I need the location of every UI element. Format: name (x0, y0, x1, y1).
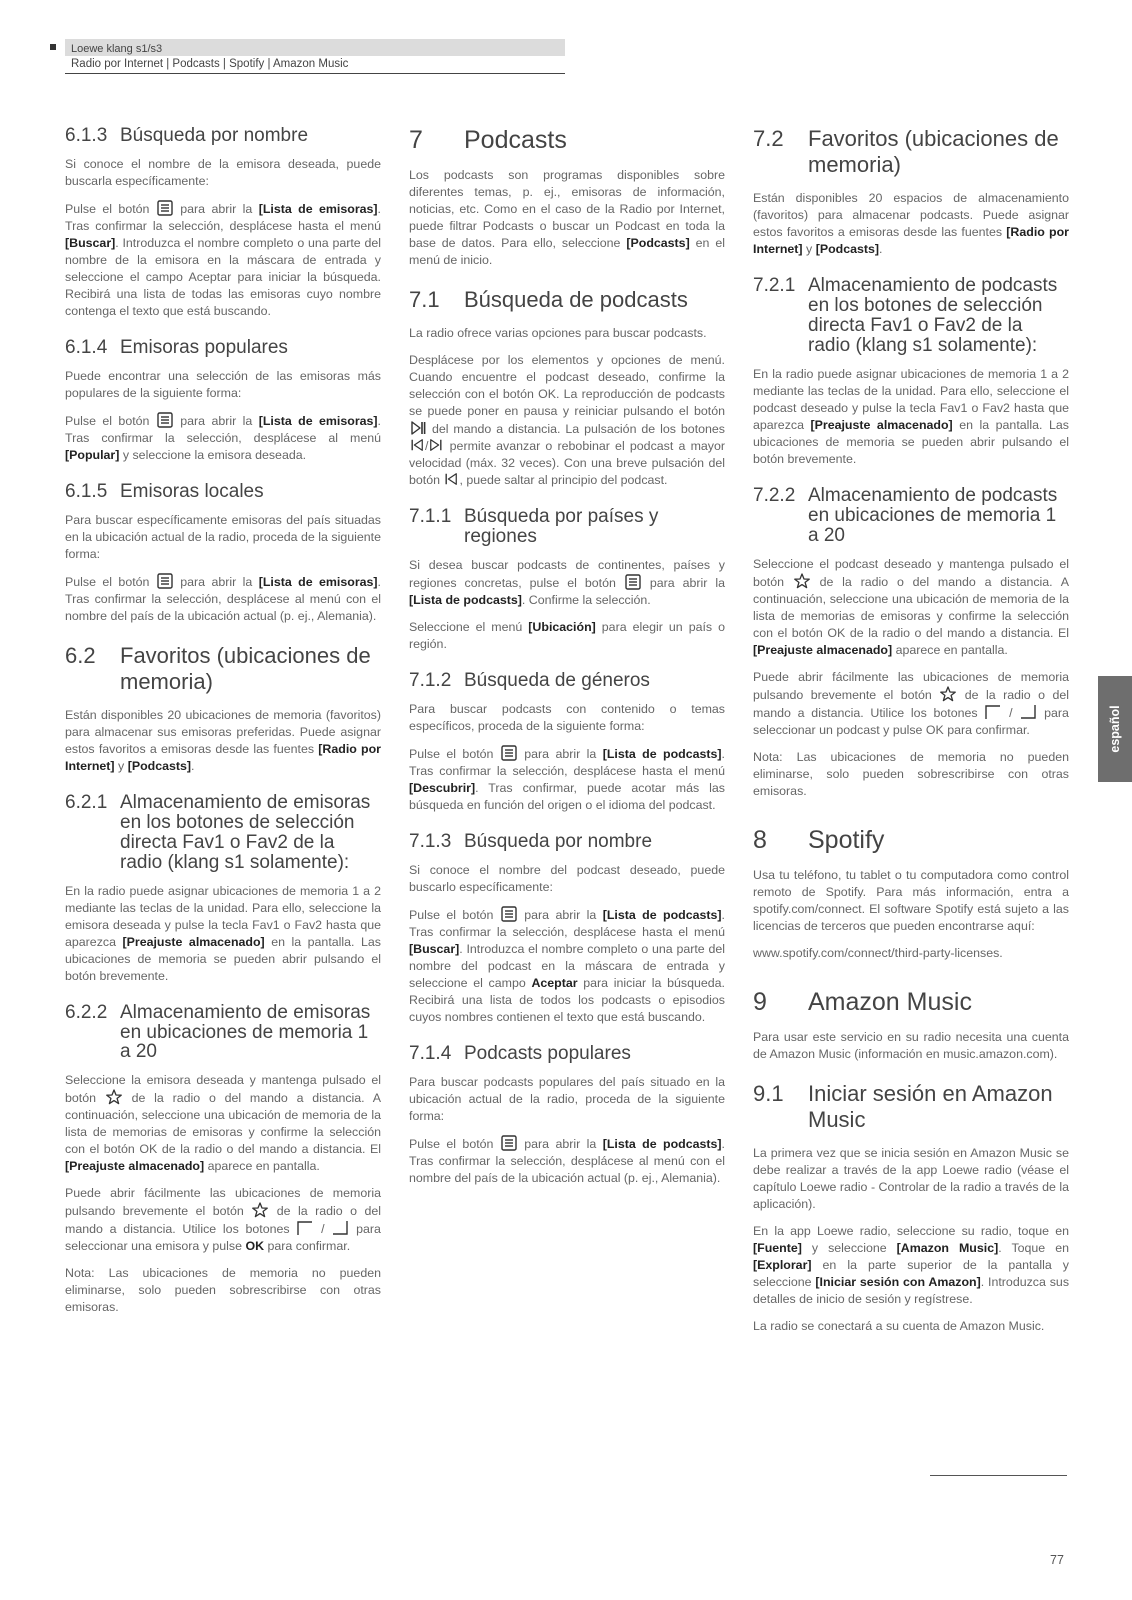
preset-left-icon (985, 704, 1001, 720)
paragraph: Si desea buscar podcasts de continentes, países y regiones concretas, pulse el botón para abrir la [Lista de podcasts]. Confirme la selección. (409, 557, 726, 607)
paragraph: La primera vez que se inicia sesión en Amazon Music se debe realizar a través de la app Loewe radio (véase el capítulo Loewe radio - Controlar de la radio a través de la aplicación). (753, 1145, 1069, 1211)
paragraph: Nota: Las ubicaciones de memoria no pueden eliminarse, solo pueden sobrescribirse con otras emisoras. (65, 1266, 381, 1315)
language-tab: español (1098, 676, 1132, 782)
paragraph: Puede encontrar una selección de las emisoras más populares de la siguiente forma: (65, 368, 381, 400)
list-icon (157, 200, 173, 216)
chapter-heading: 8 Spotify (753, 825, 885, 854)
play-pause-icon (410, 420, 426, 436)
header-product: Loewe klang s1/s3 (71, 43, 163, 55)
header-subtitle: Radio por Internet | Podcasts | Spotify | Amazon Music (71, 58, 349, 70)
section-heading: 6.2 Favoritos (ubicaciones de memoria) (65, 642, 371, 694)
paragraph: Pulse el botón para abrir la [Lista de emisoras]. Tras confirmar la selección, desplácese al menú [Popular] y seleccione la emisora deseada. (65, 413, 381, 462)
section-7-1-4 (409, 1044, 725, 1187)
star-icon (252, 1202, 268, 1218)
section-heading: 7.1.3 Búsqueda por nombre (409, 830, 653, 852)
paragraph: Nota: Las ubicaciones de memoria no pueden eliminarse, solo pueden sobrescribirse con otras emisoras. (753, 749, 1069, 798)
paragraph: www.spotify.com/connect/third-party-licenses. (753, 945, 1003, 960)
paragraph: Si conoce el nombre de la emisora deseada, puede buscarla específicamente: (65, 156, 381, 188)
paragraph: Puede abrir fácilmente las ubicaciones de memoria pulsando brevemente el botón de la radio o del mando a distancia. Utilice los botones / para seleccionar un podcast y pulse OK para confirmar. (753, 669, 1069, 737)
paragraph: Pulse el botón para abrir la [Lista de podcasts]. Tras confirmar la selección, desplácese hasta el menú [Buscar]. Introduzca el nombre completo o una parte del nombre del podcast en la máscara de entrada y seleccione el campo Aceptar para iniciar la búsqueda. Recibirá una lista de todos los podcasts o episodios cuyos nombres contienen el texto que está buscando. (409, 907, 725, 1024)
paragraph: Seleccione el menú [Ubicación] para elegir un país o región. (409, 619, 726, 651)
preset-right-icon (332, 1220, 348, 1236)
paragraph: Pulse el botón para abrir la [Lista de podcasts]. Tras confirmar la selección, desplácese al menú con el nombre del país de la ubicación actual (p. ej., Alemania). (409, 1136, 725, 1185)
list-icon (625, 574, 641, 590)
section-6-1-3 (65, 126, 381, 320)
section-7-1-3 (409, 832, 725, 1026)
section-heading: 7.1.1 Búsqueda por países y regiones (409, 506, 659, 547)
section-heading: 9.1 Iniciar sesión en Amazon Music (753, 1080, 1053, 1132)
paragraph: Puede abrir fácilmente las ubicaciones de memoria pulsando brevemente el botón de la radio o del mando a distancia. Utilice los botones / para seleccionar una emisora y pulse OK para confirmar. (65, 1186, 381, 1254)
paragraph: Pulse el botón para abrir la [Lista de emisoras]. Tras confirmar la selección, desplácese hasta el menú [Buscar]. Introduzca el nombre completo o una parte del nombre de la emisora en la máscara de entrada y seleccione el campo Aceptar para iniciar la búsqueda. Recibirá una lista de todas las emisoras cuyo nombre contenga el texto que está buscando. (65, 201, 381, 318)
paragraph: La radio ofrece varias opciones para buscar podcasts. (409, 326, 707, 340)
paragraph: En la radio puede asignar ubicaciones de memoria 1 a 2 mediante las teclas de la unidad. Para ello, seleccione el podcast deseado y pulse la tecla Fav1 o Fav2 hasta que aparezca [Preajuste almacenado] en la pantalla. Las ubicaciones de memoria se pueden abrir pulsando el botón brevemente. (753, 366, 1069, 466)
section-9-1 (753, 1081, 1069, 1335)
section-heading: 6.1.3 Búsqueda por nombre (65, 125, 309, 146)
paragraph: Están disponibles 20 espacios de almacenamiento (favoritos) para almacenar podcasts. Puede asignar estos favoritos a emisoras desde las fuentes [Radio por Internet] y [Podcasts]. (753, 191, 1070, 256)
section-6-1-4 (65, 338, 381, 464)
paragraph: Los podcasts son programas disponibles sobre diferentes temas, p. ej., emisoras de información, noticias, etc. Como en el caso de la Radio por Internet, puede filtrar Podcasts o buscar un Podcast en toda la base de datos. Para ello, seleccione [Podcasts] en el menú de inicio. (409, 168, 725, 267)
section-7-1 (409, 287, 725, 489)
section-6-1-5 (65, 482, 381, 625)
paragraph: Están disponibles 20 ubicaciones de memoria (favoritos) para almacenar sus emisoras preferidas. Puede asignar estos favoritos a emisoras desde las fuentes [Radio por Internet] y [Podcasts]. (65, 707, 382, 773)
section-6-2-1 (65, 793, 381, 985)
header-bar (65, 39, 565, 56)
star-icon (106, 1089, 122, 1105)
preset-left-icon (297, 1220, 313, 1236)
page-number: 77 (1050, 1553, 1064, 1567)
paragraph: Seleccione la emisora deseada y mantenga pulsado el botón de la radio o del mando a distancia. A continuación, seleccione una ubicación de memoria de la lista de memorias de emisoras y confirme la selección con el botón OK de la radio o del mando a distancia. El [Preajuste almacenado] aparece en pantalla. (65, 1073, 381, 1174)
section-7-1-2 (409, 671, 725, 814)
section-7-2 (753, 126, 1069, 258)
section-heading: 6.2.1 Almacenamiento de emisoras en los botones de selección directa Fav1 o Fav2 de la radio (klang s1 solamente): (65, 791, 371, 873)
paragraph: Si conoce el nombre del podcast deseado, puede buscarlo específicamente: (409, 862, 725, 894)
paragraph: Para buscar podcasts con contenido o temas específicos, proceda de la siguiente forma: (409, 701, 725, 733)
paragraph: La radio se conectará a su cuenta de Amazon Music. (753, 1318, 1045, 1333)
paragraph: Pulse el botón para abrir la [Lista de emisoras]. Tras confirmar la selección, desplácese al menú con el nombre del país de la ubicación actual (p. ej., Alemania). (65, 574, 381, 623)
section-7-2-1 (753, 276, 1069, 468)
preset-right-icon (1020, 704, 1036, 720)
section-heading: 6.1.4 Emisoras populares (65, 336, 288, 358)
paragraph: Para buscar podcasts populares del país situado en la ubicación actual de la radio, proceda de la siguiente forma: (409, 1074, 725, 1123)
section-heading: 6.1.5 Emisoras locales (65, 480, 264, 502)
header-rule (65, 73, 565, 74)
paragraph: Para usar este servicio en su radio necesita una cuenta de Amazon Music (información en music.amazon.com). (753, 1029, 1069, 1061)
section-heading: 7.1 Búsqueda de podcasts (409, 287, 688, 312)
paragraph: Usa tu teléfono, tu tablet o tu computadora como control remoto de Spotify. Para más información, entra a spotify.com/connect. El software Spotify está sujeto a las licencias de terceros que pueden encontrarse aquí: (753, 867, 1069, 933)
chapter-heading: 9 Amazon Music (753, 987, 972, 1016)
list-icon (501, 906, 517, 922)
star-icon (794, 573, 810, 589)
section-heading: 7.1.4 Podcasts populares (409, 1042, 631, 1064)
skip-back-icon (410, 438, 424, 452)
section-6-2-2 (65, 1003, 381, 1317)
chapter-heading: 7 Podcasts (409, 126, 567, 154)
section-7-1-1 (409, 507, 725, 653)
paragraph: En la app Loewe radio, seleccione su radio, toque en [Fuente] y seleccione [Amazon Music]. Toque en [Explorar] en la parte superior de la pantalla y seleccione [Iniciar sesión con Amazon]. Introduzca sus detalles de inicio de sesión y regístrese. (753, 1223, 1070, 1306)
column-3 (753, 126, 1069, 1345)
footer-rule (930, 1475, 1067, 1476)
paragraph: Desplácese por los elementos y opciones de menú. Cuando encuentre el podcast deseado, confirme la selección con el botón OK. La reproducción de podcasts se puede poner en pausa y reiniciar pulsando el botón del mando a distancia. La pulsación de los botones / permite avanzar o rebobinar el podcast a mayor velocidad (máx. 32 veces). Con una breve pulsación del botón , puede saltar al principio del podcast. (409, 353, 725, 487)
column-1 (65, 126, 381, 1326)
section-heading: 6.2.2 Almacenamiento de emisoras en ubicaciones de memoria 1 a 20 (65, 1001, 371, 1063)
section-heading: 7.2 Favoritos (ubicaciones de memoria) (753, 126, 1059, 177)
paragraph: Pulse el botón para abrir la [Lista de podcasts]. Tras confirmar la selección, desplácese hasta el menú [Descubrir]. Tras confirmar, puede acotar más las búsqueda en función del origen o el idioma del podcast. (409, 746, 725, 812)
list-icon (157, 573, 173, 589)
section-8 (753, 826, 1069, 962)
section-7 (409, 126, 725, 269)
section-6-2 (65, 643, 381, 775)
header-marker (50, 44, 56, 50)
paragraph: En la radio puede asignar ubicaciones de memoria 1 a 2 mediante las teclas de la unidad. Para ello, seleccione la emisora deseada y pulse la tecla Fav1 o Fav2 hasta que aparezca [Preajuste almacenado] en la pantalla. Las ubicaciones de memoria se pueden abrir pulsando el botón brevemente. (65, 883, 381, 983)
section-heading: 7.2.2 Almacenamiento de podcasts en ubicaciones de memoria 1 a 20 (753, 484, 1058, 546)
list-icon (157, 412, 173, 428)
section-heading: 7.2.1 Almacenamiento de podcasts en los botones de selección directa Fav1 o Fav2 de la radio (klang s1 solamente): (753, 275, 1058, 356)
list-icon (501, 1135, 517, 1151)
section-heading: 7.1.2 Búsqueda de géneros (409, 669, 650, 691)
section-7-2-2 (753, 486, 1069, 800)
skip-forward-icon (429, 438, 443, 452)
section-9 (753, 988, 1069, 1063)
star-icon (940, 686, 956, 702)
paragraph: Seleccione el podcast deseado y mantenga pulsado el botón de la radio o del mando a distancia. A continuación, seleccione una ubicación de memoria de la lista de memorias de emisoras y confirme la selección con el botón OK de la radio o del mando a distancia. El [Preajuste almacenado] aparece en pantalla. (753, 556, 1069, 657)
skip-back-icon (444, 472, 458, 486)
column-2 (409, 126, 725, 1197)
list-icon (501, 745, 517, 761)
paragraph: Para buscar específicamente emisoras del país situadas en la ubicación actual de la radio, proceda de la siguiente forma: (65, 512, 381, 561)
